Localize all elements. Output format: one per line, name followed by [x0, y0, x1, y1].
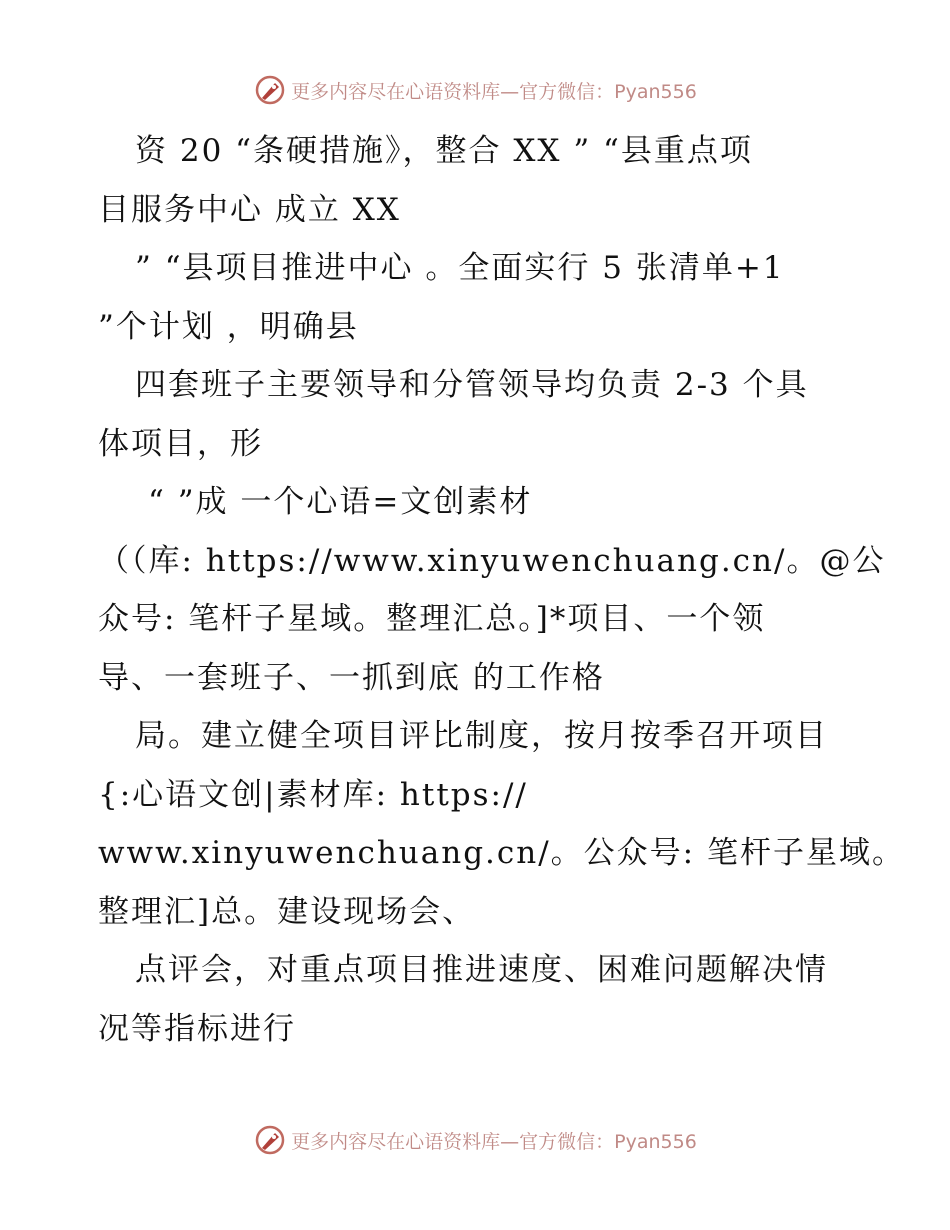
body-line: 导、一套班子、一抓到底 的工作格	[98, 659, 605, 696]
body-line: ”个计划 ，明确县	[98, 308, 359, 345]
body-line: 目服务中心 成立 XX	[98, 191, 401, 228]
footer-banner-text: 更多内容尽在心语资料库—官方微信：Pyan556	[291, 1130, 697, 1153]
body-line: www.xinyuwenchuang.cn/。公众号: 笔杆子星域。	[98, 835, 905, 871]
body-line: 点评会，对重点项目推进速度、困难问题解决情	[135, 952, 828, 988]
body-line: 众号: 笔杆子星域。整理汇总。]*项目、一个领	[98, 601, 766, 637]
body-line: {:心语文创|素材库: https://	[98, 776, 528, 813]
header-banner	[0, 70, 950, 110]
pen-nib-circle-icon	[253, 73, 287, 107]
body-line: 局。建立健全项目评比制度，按月按季召开项目	[135, 718, 828, 754]
footer-banner	[0, 1120, 950, 1160]
body-line: 整理汇]总。建设现场会、	[98, 893, 476, 930]
body-line: 况等指标进行	[98, 1010, 296, 1047]
pen-nib-circle-icon	[253, 1123, 287, 1157]
body-line: ” “县项目推进中心 。全面实行 5 张清单+1	[135, 250, 785, 286]
header-banner-text: 更多内容尽在心语资料库—官方微信：Pyan556	[291, 80, 697, 103]
body-line: 资 20 “条硬措施》，整合 XX ” “县重点项	[135, 133, 753, 169]
document-body	[98, 122, 905, 1058]
body-line: 体项目，形	[98, 425, 263, 462]
body-line: 四套班子主要领导和分管领导均负责 2-3 个具	[135, 367, 809, 403]
body-line: （（库: https://www.xinyuwenchuang.cn/。@公	[98, 542, 886, 579]
body-line: “ ”成 一个心语=文创素材	[148, 484, 533, 520]
